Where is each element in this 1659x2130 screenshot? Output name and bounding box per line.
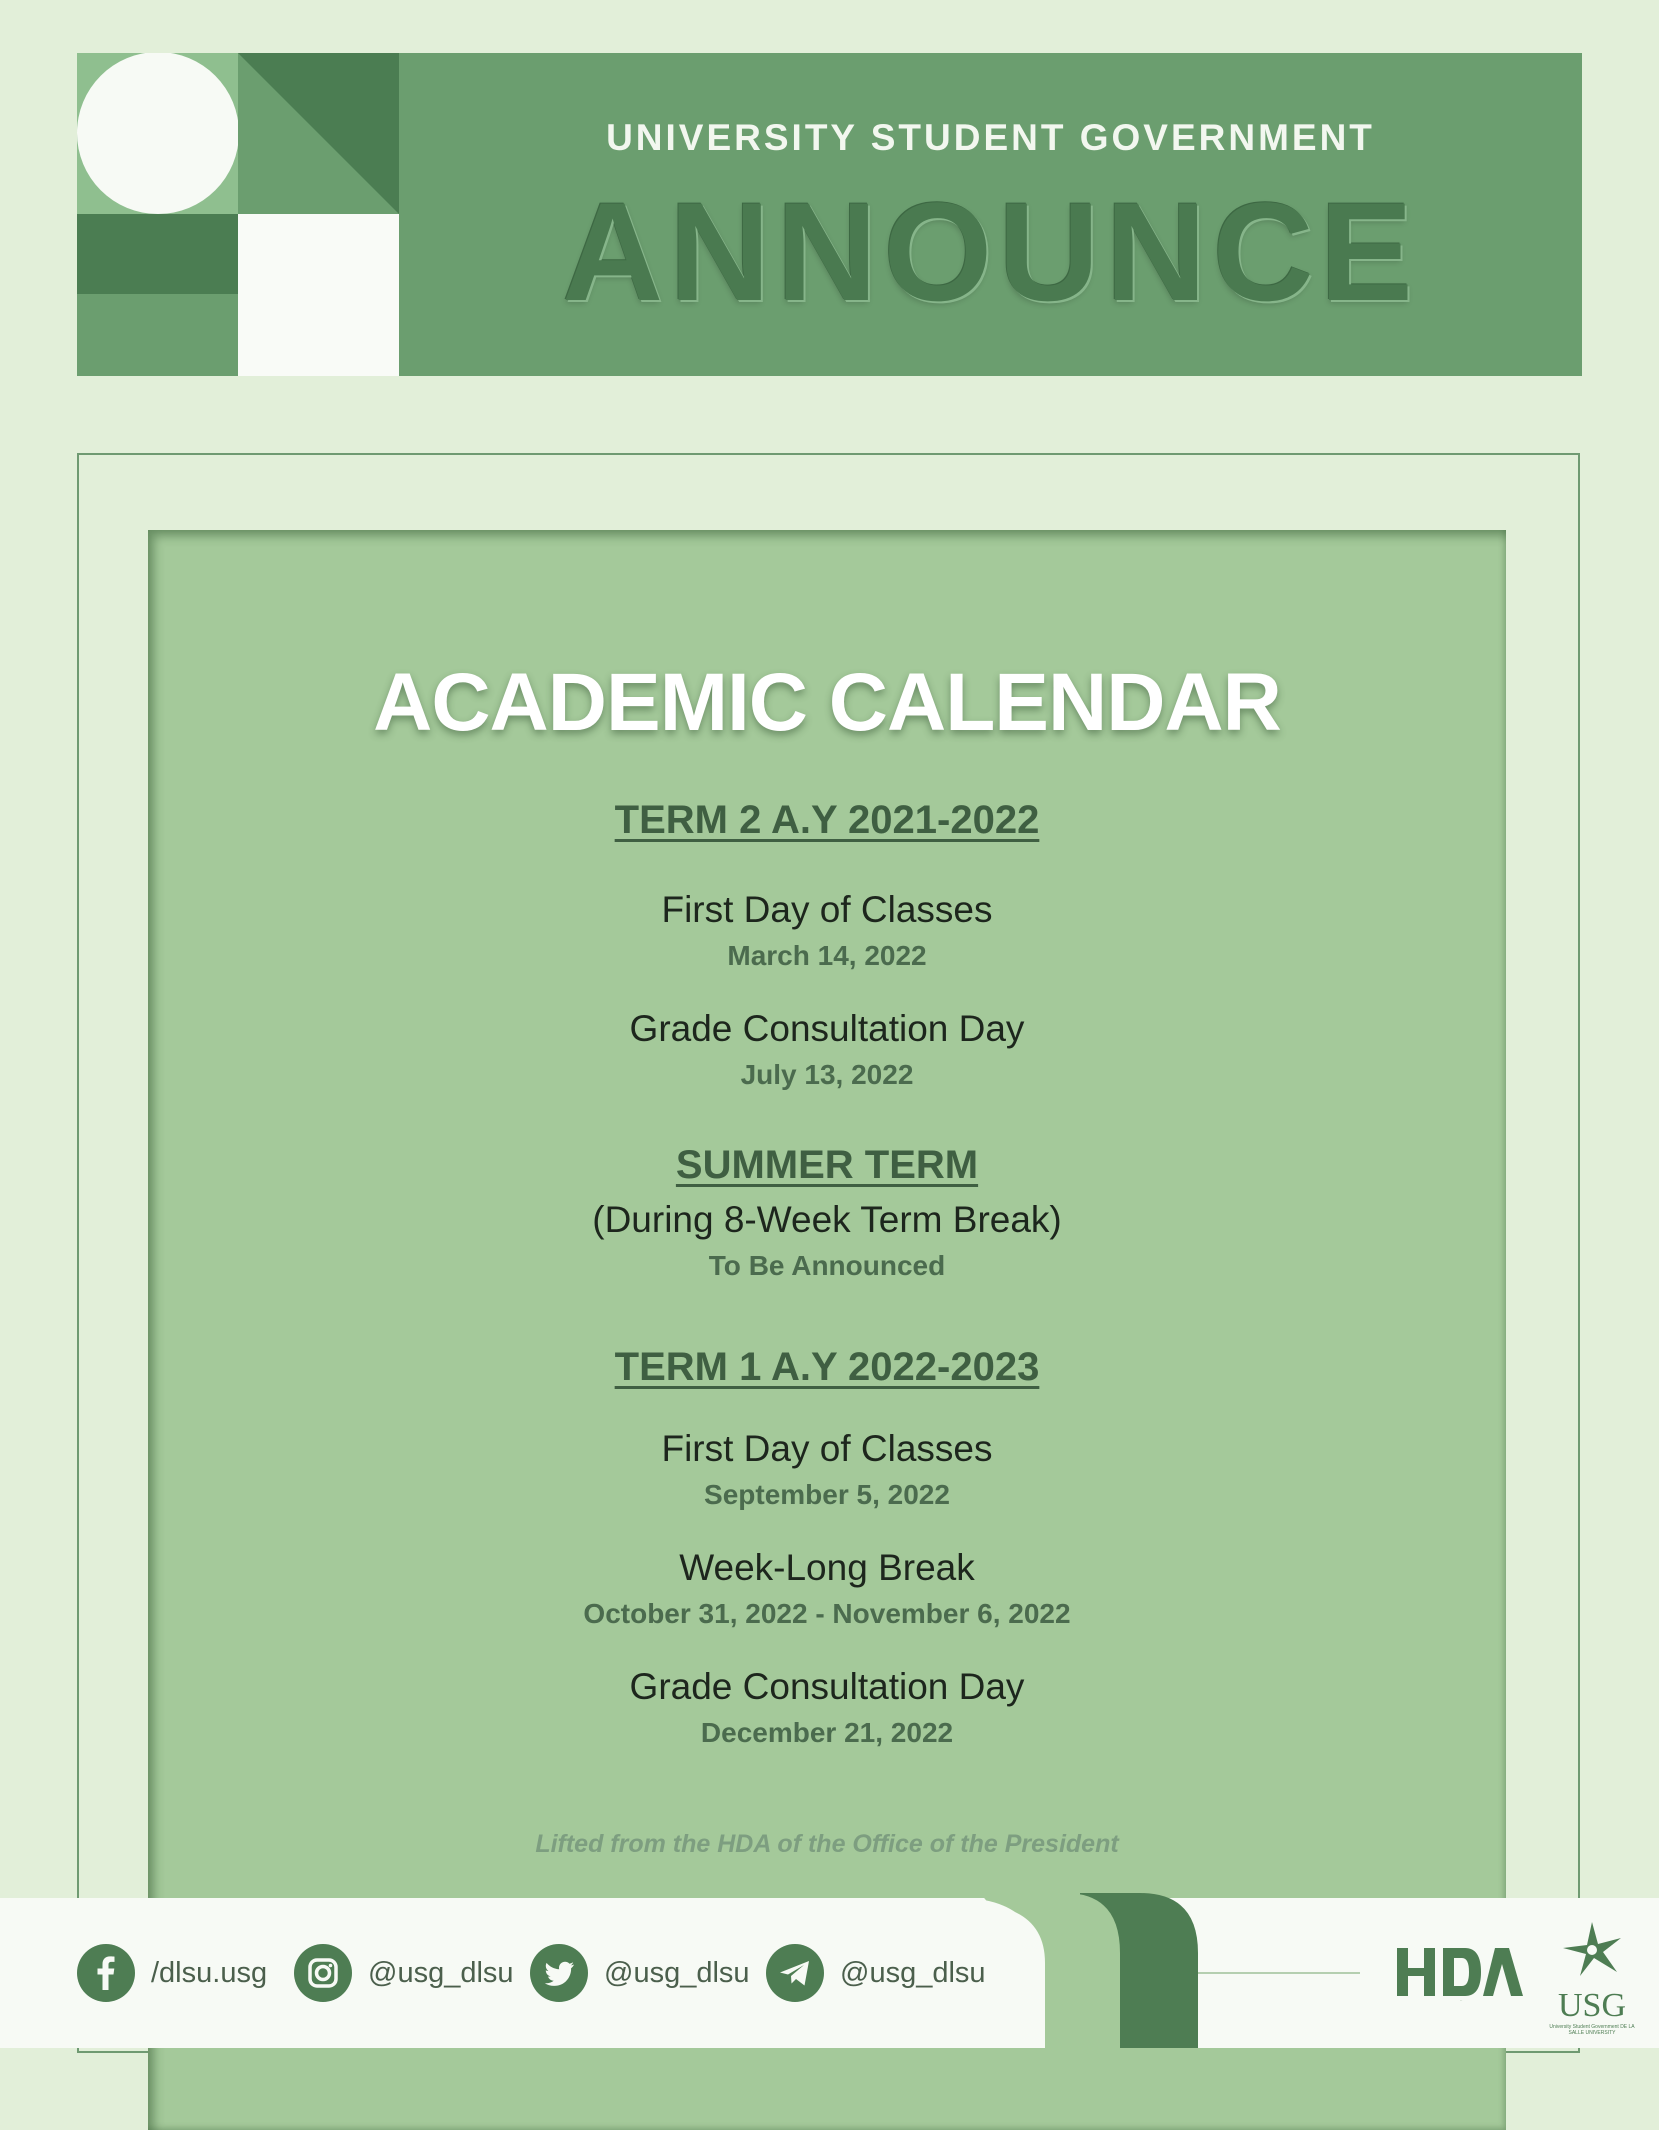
summer-date: To Be Announced xyxy=(708,1250,946,1281)
telegram-handle: @usg_dlsu xyxy=(840,1956,986,1989)
facebook-handle: /dlsu.usg xyxy=(151,1956,268,1989)
term1-event-date: December 21, 2022 xyxy=(700,1717,954,1748)
banner-subtitle: UNIVERSITY STUDENT GOVERNMENT xyxy=(606,117,1375,158)
banner-title: ANNOUNCE xyxy=(562,173,1419,330)
star-emblem-icon xyxy=(1545,1918,1639,1988)
twitter-icon xyxy=(530,1944,588,2002)
term1-event-name: First Day of Classes xyxy=(661,1428,993,1469)
instagram-handle: @usg_dlsu xyxy=(368,1956,514,1989)
hda-logo-text: HDA xyxy=(1460,2001,1463,2002)
facebook-icon xyxy=(77,1944,135,2002)
summer-subheading: (During 8-Week Term Break) xyxy=(592,1199,1062,1240)
hda-logo xyxy=(1395,1942,1525,2002)
twitter-link[interactable] xyxy=(530,1943,750,2003)
term1-heading: TERM 1 A.Y 2022-2023 xyxy=(614,1345,1040,1389)
usg-logo xyxy=(1545,1918,1639,2038)
term2-heading: TERM 2 A.Y 2021-2022 xyxy=(614,798,1040,842)
facebook-link[interactable] xyxy=(77,1943,267,2003)
term1-event-date: September 5, 2022 xyxy=(704,1479,950,1510)
term1-event-name: Week-Long Break xyxy=(679,1547,975,1588)
telegram-link[interactable] xyxy=(766,1943,986,2003)
term2-event-name: Grade Consultation Day xyxy=(629,1008,1025,1049)
term1-event-date: October 31, 2022 - November 6, 2022 xyxy=(583,1598,1071,1629)
term2-event-date: July 13, 2022 xyxy=(740,1059,914,1090)
geometric-pattern-graphic xyxy=(77,53,399,376)
usg-logo-text: USG xyxy=(1557,1987,1627,2024)
term2-event-name: First Day of Classes xyxy=(661,889,993,930)
header-banner xyxy=(77,53,1582,376)
twitter-handle: @usg_dlsu xyxy=(604,1956,750,1989)
usg-logo-caption: University Student Government DE LA SALLE UNIVERSITY xyxy=(1549,2024,1635,2036)
term1-event-name: Grade Consultation Day xyxy=(629,1666,1025,1707)
summer-heading: SUMMER TERM xyxy=(675,1143,979,1187)
source-footnote: Lifted from the HDA of the Office of the President xyxy=(535,1830,1119,1858)
term2-event-date: March 14, 2022 xyxy=(727,940,927,971)
telegram-icon xyxy=(766,1944,824,2002)
content-panel xyxy=(148,530,1506,2130)
instagram-link[interactable] xyxy=(294,1943,514,2003)
page-title: ACADEMIC CALENDAR xyxy=(373,657,1281,748)
instagram-icon xyxy=(294,1944,352,2002)
